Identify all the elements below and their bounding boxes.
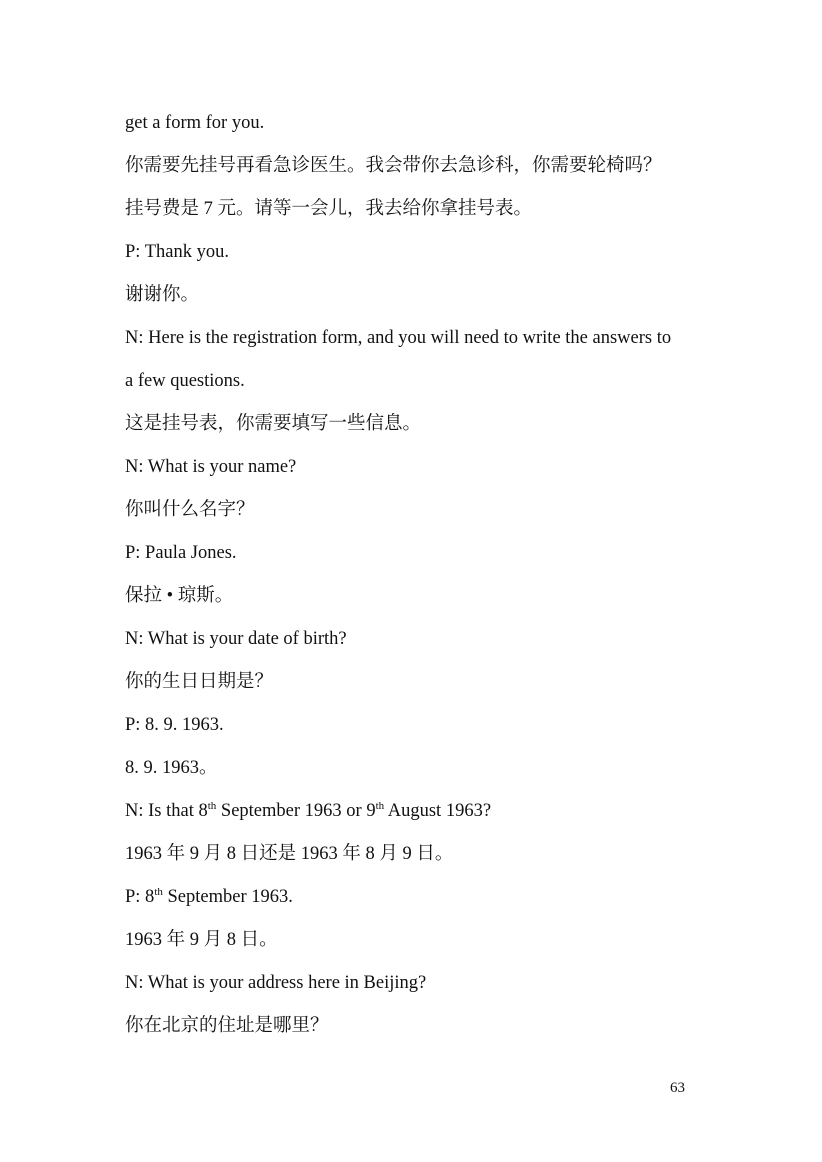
dialogue-text — [125, 106, 705, 1052]
text-line: 你在北京的住址是哪里？ — [125, 1016, 329, 1036]
text-line: N: What is your date of birth? — [125, 629, 347, 649]
text-segment: September 1963 or 9 — [216, 801, 376, 821]
text-line: N: What is your address here in Beijing? — [125, 973, 427, 993]
text-segment: September 1963. — [162, 887, 293, 907]
text-segment: N: Is that 8 — [125, 801, 208, 821]
text-line: 你需要先挂号再看急诊医生。我会带你去急诊科，你需要轮椅吗？ — [125, 156, 662, 176]
text-line: 1963 年 9 月 8 日还是 1963 年 8 月 9 日。 — [125, 844, 454, 864]
text-line: 8. 9. 1963。 — [125, 758, 218, 778]
text-line: 1963 年 9 月 8 日。 — [125, 930, 278, 950]
text-line: N: Here is the registration form, and you will need to write the answers to — [125, 328, 672, 348]
text-segment: P: 8 — [125, 887, 155, 907]
text-line: 挂号费是 7 元。请等一会儿，我去给你拿挂号表。 — [125, 199, 533, 219]
text-line: get a form for you. — [125, 113, 265, 133]
text-segment: August 1963? — [384, 801, 492, 821]
text-line: 谢谢你。 — [125, 285, 200, 305]
text-line: 你叫什么名字？ — [125, 500, 255, 520]
text-line: 保拉 • 琼斯。 — [125, 586, 234, 606]
ordinal-suffix: th — [154, 885, 163, 898]
text-line: P: 8. 9. 1963. — [125, 715, 224, 735]
text-line: 你的生日日期是？ — [125, 672, 274, 692]
ordinal-suffix: th — [207, 799, 217, 812]
text-line: P: Thank you. — [125, 242, 229, 262]
ordinal-suffix: th — [375, 799, 385, 812]
text-line-with-superscript — [125, 880, 705, 923]
text-line: P: Paula Jones. — [125, 543, 237, 563]
page-number: 63 — [670, 1080, 685, 1096]
text-line: N: What is your name? — [125, 457, 297, 477]
text-line: a few questions. — [125, 371, 245, 391]
text-line: 这是挂号表，你需要填写一些信息。 — [125, 414, 422, 434]
text-line-with-superscript — [125, 794, 705, 837]
